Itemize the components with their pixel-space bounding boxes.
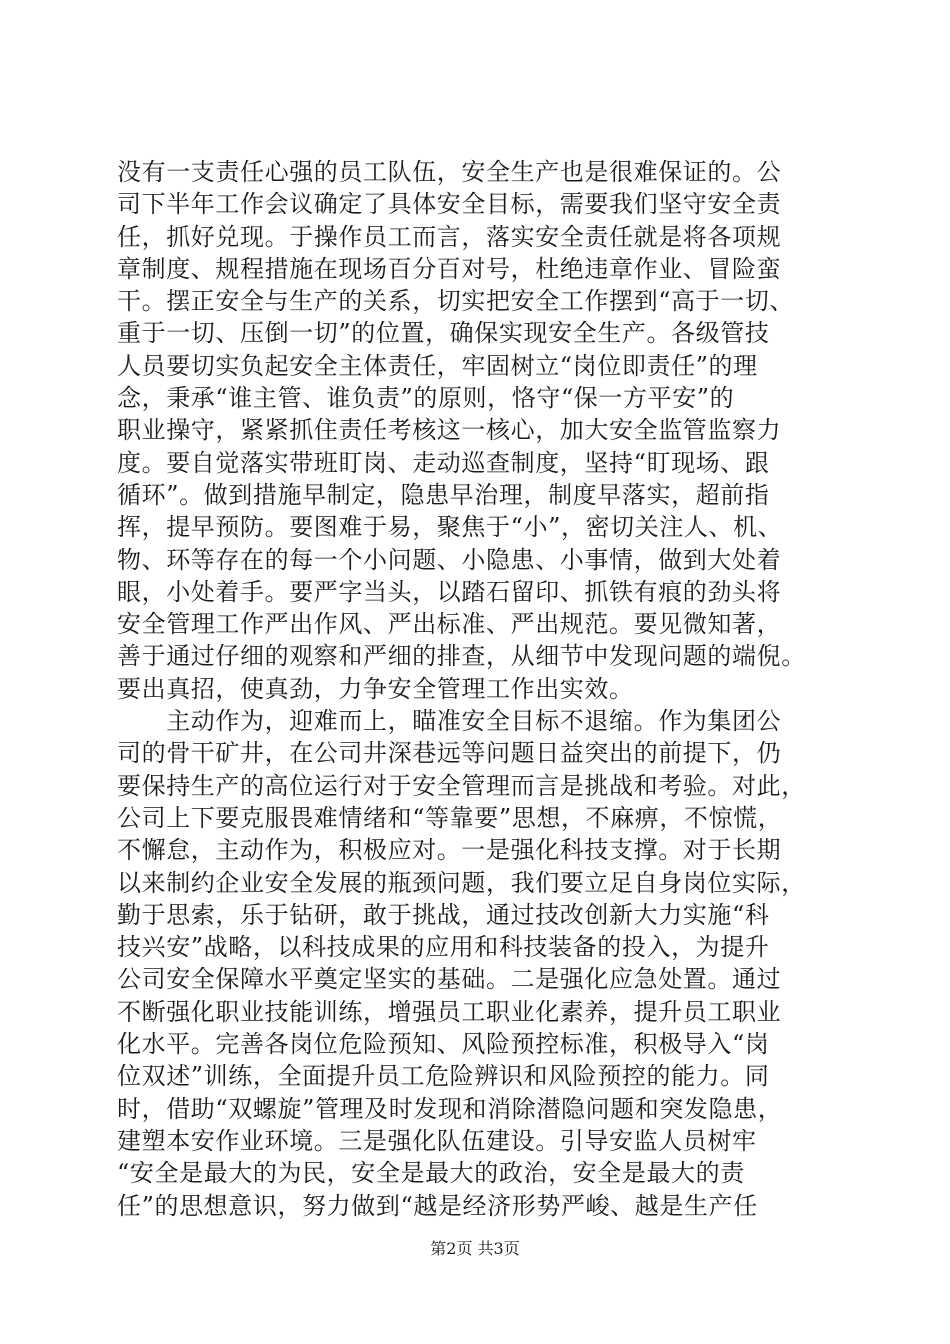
body-text bbox=[117, 156, 837, 1222]
text-line: “安全是最大的为民，安全是最大的政治，安全是最大的责 bbox=[117, 1159, 745, 1188]
text-line: 人员要切实负起安全主体责任，牢固树立“岗位即责任”的理 bbox=[117, 351, 758, 380]
text-line: 物、环等存在的每一个小问题、小隐患、小事情，做到大处着 bbox=[117, 545, 782, 574]
text-line: 不懈怠，主动作为，积极应对。一是强化科技支撑。对于长期 bbox=[117, 836, 782, 865]
page-footer: 第2页 共3页 bbox=[430, 1239, 520, 1258]
text-line: 挥，提早预防。要图难于易，聚焦于“小”，密切关注人、机、 bbox=[117, 513, 783, 542]
text-line: 念，秉承“谁主管、谁负责”的原则，恪守“保一方平安”的 bbox=[117, 384, 735, 413]
text-line: 主动作为，迎难而上，瞄准安全目标不退缩。作为集团公 bbox=[117, 707, 782, 736]
text-line: 要出真招，使真劲，力争安全管理工作出实效。 bbox=[117, 674, 634, 703]
text-line: 时，借助“双螺旋”管理及时发现和消除潜隐问题和突发隐患， bbox=[117, 1094, 783, 1123]
text-line: 技兴安”战略，以科技成果的应用和科技装备的投入，为提升 bbox=[117, 933, 770, 962]
text-line: 章制度、规程措施在现场百分百对号，杜绝违章作业、冒险蛮 bbox=[117, 254, 782, 283]
text-line: 职业操守，紧紧抓住责任考核这一核心，加大安全监管监察力 bbox=[117, 416, 782, 445]
text-line: 度。要自觉落实带班盯岗、走动巡查制度，坚持“盯现场、跟 bbox=[117, 448, 770, 477]
text-line: 善于通过仔细的观察和严细的排查，从细节中发现问题的端倪。 bbox=[117, 642, 806, 671]
text-line: 司的骨干矿井，在公司井深巷远等问题日益突出的前提下，仍 bbox=[117, 739, 782, 768]
text-line: 不断强化职业技能训练，增强员工职业化素养，提升员工职业 bbox=[117, 997, 782, 1026]
text-line: 任，抓好兑现。于操作员工而言，落实安全责任就是将各项规 bbox=[117, 222, 782, 251]
text-line: 眼，小处着手。要严字当头，以踏石留印、抓铁有痕的劲头将 bbox=[117, 577, 782, 606]
text-line: 建塑本安作业环境。三是强化队伍建设。引导安监人员树牢 bbox=[117, 1126, 757, 1155]
text-line: 公司上下要克服畏难情绪和“等靠要”思想，不麻痹，不惊慌， bbox=[117, 803, 783, 832]
text-line: 公司安全保障水平奠定坚实的基础。二是强化应急处置。通过 bbox=[117, 965, 782, 994]
text-line: 重于一切、压倒一切”的位置，确保实现安全生产。各级管技 bbox=[117, 319, 770, 348]
text-line: 化水平。完善各岗位危险预知、风险预控标准，积极导入“岗 bbox=[117, 1030, 770, 1059]
text-line: 要保持生产的高位运行对于安全管理而言是挑战和考验。对此， bbox=[117, 771, 806, 800]
text-line: 位双述”训练，全面提升员工危险辨识和风险预控的能力。同 bbox=[117, 1062, 770, 1091]
text-line: 安全管理工作严出作风、严出标准、严出规范。要见微知著， bbox=[117, 610, 782, 639]
text-line: 任”的思想意识，努力做到“越是经济形势严峻、越是生产任 bbox=[117, 1191, 758, 1220]
text-line: 没有一支责任心强的员工队伍，安全生产也是很难保证的。公 bbox=[117, 158, 782, 186]
text-line: 司下半年工作会议确定了具体安全目标，需要我们坚守安全责 bbox=[117, 190, 782, 219]
text-line: 干。摆正安全与生产的关系，切实把安全工作摆到“高于一切、 bbox=[117, 287, 795, 316]
text-line: 以来制约企业安全发展的瓶颈问题，我们要立足自身岗位实际， bbox=[117, 868, 806, 897]
text-line: 勤于思索，乐于钻研，敢于挑战，通过技改创新大力实施“科 bbox=[117, 900, 770, 929]
text-line: 循环”。做到措施早制定，隐患早治理，制度早落实，超前指 bbox=[117, 480, 770, 509]
